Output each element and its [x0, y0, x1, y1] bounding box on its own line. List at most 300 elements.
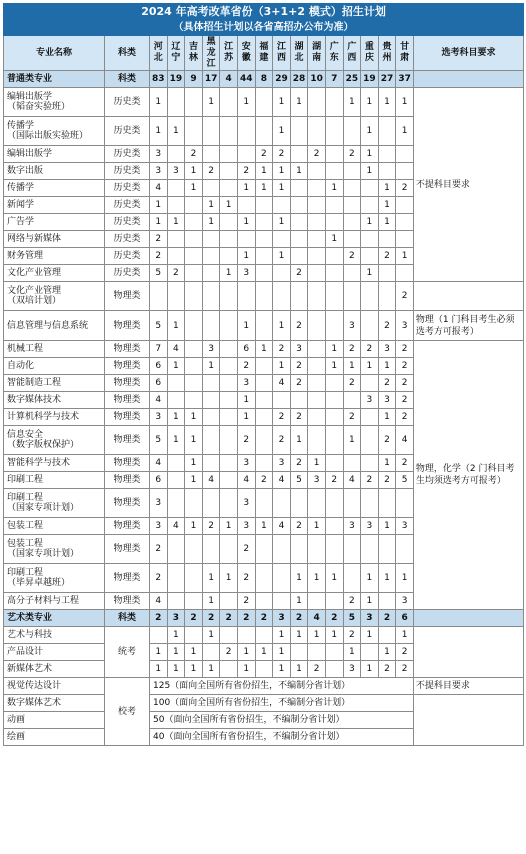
count-cell: 2 [308, 661, 326, 678]
count-cell [343, 455, 361, 472]
count-cell [325, 146, 343, 163]
count-cell: 1 [185, 644, 203, 661]
count-cell [361, 197, 379, 214]
total-cell: 6 [396, 610, 414, 627]
count-cell: 6 [150, 472, 168, 489]
count-cell: 2 [343, 146, 361, 163]
header-province: 广 东 [325, 36, 343, 71]
count-cell: 2 [378, 248, 396, 265]
count-cell [378, 146, 396, 163]
count-cell [185, 282, 203, 311]
count-cell [220, 358, 238, 375]
count-cell [308, 117, 326, 146]
category-cell: 物理类 [105, 409, 150, 426]
total-cell: 3 [273, 610, 291, 627]
count-cell [343, 197, 361, 214]
count-cell: 2 [396, 375, 414, 392]
count-cell [378, 265, 396, 282]
count-cell: 1 [343, 358, 361, 375]
count-cell: 1 [185, 180, 203, 197]
category-cell: 历史类 [105, 88, 150, 117]
header-province: 福 建 [255, 36, 273, 71]
count-cell [325, 426, 343, 455]
count-cell [255, 311, 273, 341]
count-cell [290, 535, 308, 564]
count-cell [308, 489, 326, 518]
major-name: 编辑出版学 （韬奋实验班） [4, 88, 105, 117]
count-cell [273, 535, 291, 564]
table-row [4, 678, 524, 695]
total-cell: 29 [273, 71, 291, 88]
count-cell: 1 [167, 358, 185, 375]
total-cell: 19 [167, 71, 185, 88]
count-cell: 1 [202, 88, 220, 117]
count-cell [378, 489, 396, 518]
count-cell: 3 [150, 409, 168, 426]
total-cell: 27 [378, 71, 396, 88]
category-cell: 物理类 [105, 426, 150, 455]
header-province: 湖 南 [308, 36, 326, 71]
count-cell [361, 489, 379, 518]
total-cell: 28 [290, 71, 308, 88]
count-cell [185, 375, 203, 392]
count-cell [220, 88, 238, 117]
count-cell: 1 [378, 197, 396, 214]
major-name: 高分子材料与工程 [4, 593, 105, 610]
count-cell [325, 214, 343, 231]
exam-type-unified: 统考 [105, 627, 150, 678]
count-cell [255, 88, 273, 117]
count-cell [202, 426, 220, 455]
count-cell: 5 [290, 472, 308, 489]
count-cell [308, 311, 326, 341]
count-cell: 2 [378, 375, 396, 392]
major-name: 机械工程 [4, 341, 105, 358]
count-cell: 1 [273, 358, 291, 375]
count-cell: 1 [361, 163, 379, 180]
requirement-empty [413, 695, 523, 746]
major-name: 数字媒体技术 [4, 392, 105, 409]
count-cell [290, 214, 308, 231]
major-name: 智能制造工程 [4, 375, 105, 392]
count-cell: 2 [237, 535, 255, 564]
header-province: 广 西 [343, 36, 361, 71]
header-category: 科类 [105, 36, 150, 71]
count-cell [255, 535, 273, 564]
category-cell: 物理类 [105, 282, 150, 311]
count-cell: 1 [273, 214, 291, 231]
count-cell: 2 [255, 472, 273, 489]
header-province: 湖 北 [290, 36, 308, 71]
count-cell: 2 [290, 311, 308, 341]
total-cell: 2 [220, 610, 238, 627]
count-cell: 1 [202, 564, 220, 593]
count-cell: 1 [273, 627, 291, 644]
count-cell [343, 392, 361, 409]
count-cell [343, 265, 361, 282]
count-cell [220, 214, 238, 231]
count-cell: 1 [167, 311, 185, 341]
total-cell: 2 [150, 610, 168, 627]
count-cell: 2 [202, 163, 220, 180]
count-cell: 1 [202, 661, 220, 678]
count-cell: 2 [290, 455, 308, 472]
count-cell: 2 [150, 248, 168, 265]
count-cell: 3 [396, 518, 414, 535]
count-cell: 2 [290, 358, 308, 375]
count-cell: 1 [185, 661, 203, 678]
count-cell [308, 282, 326, 311]
count-cell [220, 426, 238, 455]
count-cell: 2 [396, 341, 414, 358]
count-cell: 3 [150, 146, 168, 163]
count-cell [185, 489, 203, 518]
count-cell: 1 [378, 358, 396, 375]
count-cell: 4 [150, 392, 168, 409]
count-cell: 4 [150, 180, 168, 197]
national-plan-text: 125（面向全国所有省份招生，不编制分省计划） [150, 678, 414, 695]
count-cell: 1 [237, 88, 255, 117]
count-cell [308, 593, 326, 610]
count-cell: 3 [361, 518, 379, 535]
count-cell: 5 [396, 472, 414, 489]
count-cell: 2 [396, 409, 414, 426]
count-cell: 2 [343, 248, 361, 265]
count-cell: 3 [150, 518, 168, 535]
count-cell [255, 661, 273, 678]
count-cell: 1 [343, 426, 361, 455]
count-cell: 4 [237, 472, 255, 489]
total-cell: 5 [343, 610, 361, 627]
major-name: 印刷工程 （毕昇卓越班） [4, 564, 105, 593]
count-cell: 1 [202, 214, 220, 231]
count-cell: 1 [290, 564, 308, 593]
count-cell [325, 661, 343, 678]
table-title: 2024 年高考改革省份（3+1+2 模式）招生计划 [4, 4, 524, 21]
count-cell: 3 [343, 311, 361, 341]
count-cell [325, 489, 343, 518]
count-cell [325, 117, 343, 146]
count-cell [202, 248, 220, 265]
count-cell [202, 231, 220, 248]
count-cell [202, 392, 220, 409]
count-cell [325, 455, 343, 472]
count-cell: 1 [255, 180, 273, 197]
count-cell [167, 231, 185, 248]
count-cell [343, 535, 361, 564]
total-cell: 25 [343, 71, 361, 88]
count-cell [308, 88, 326, 117]
requirement-note: 不提科目要求 [413, 678, 523, 695]
count-cell [255, 455, 273, 472]
count-cell: 1 [150, 644, 168, 661]
count-cell: 1 [325, 180, 343, 197]
category-cell: 历史类 [105, 197, 150, 214]
total-cell: 2 [290, 610, 308, 627]
count-cell [220, 489, 238, 518]
count-cell [202, 117, 220, 146]
count-cell [220, 627, 238, 644]
count-cell [325, 163, 343, 180]
count-cell: 5 [150, 265, 168, 282]
count-cell: 1 [361, 358, 379, 375]
count-cell: 1 [185, 455, 203, 472]
header-province: 河 北 [150, 36, 168, 71]
count-cell: 3 [150, 489, 168, 518]
major-name: 新媒体艺术 [4, 661, 105, 678]
national-plan-text: 100（面向全国所有省份招生，不编制分省计划） [150, 695, 414, 712]
major-name: 传播学 （国际出版实验班） [4, 117, 105, 146]
count-cell: 1 [396, 627, 414, 644]
category-cell: 历史类 [105, 265, 150, 282]
category-cell: 物理类 [105, 375, 150, 392]
count-cell: 1 [361, 214, 379, 231]
count-cell [167, 248, 185, 265]
count-cell: 2 [273, 146, 291, 163]
count-cell: 1 [273, 248, 291, 265]
count-cell: 2 [150, 564, 168, 593]
count-cell [167, 564, 185, 593]
count-cell [396, 146, 414, 163]
count-cell [185, 311, 203, 341]
count-cell: 1 [202, 358, 220, 375]
count-cell [325, 644, 343, 661]
count-cell [237, 282, 255, 311]
count-cell: 1 [378, 409, 396, 426]
category-cell: 历史类 [105, 146, 150, 163]
count-cell [396, 535, 414, 564]
count-cell: 2 [290, 518, 308, 535]
count-cell [290, 146, 308, 163]
count-cell: 2 [237, 593, 255, 610]
category-cell: 物理类 [105, 455, 150, 472]
count-cell: 5 [150, 311, 168, 341]
count-cell: 1 [237, 644, 255, 661]
count-cell: 2 [378, 311, 396, 341]
count-cell [361, 455, 379, 472]
count-cell [185, 627, 203, 644]
major-name: 视觉传达设计 [4, 678, 105, 695]
count-cell [361, 535, 379, 564]
count-cell [185, 197, 203, 214]
count-cell [150, 627, 168, 644]
count-cell [308, 644, 326, 661]
count-cell [273, 231, 291, 248]
exam-type-school: 校考 [105, 678, 150, 746]
count-cell [308, 392, 326, 409]
count-cell [325, 535, 343, 564]
national-plan-text: 40（面向全国所有省份招生，不编制分省计划） [150, 729, 414, 746]
count-cell: 4 [150, 593, 168, 610]
count-cell [220, 409, 238, 426]
count-cell [255, 489, 273, 518]
major-name: 文化产业管理 （双培计划） [4, 282, 105, 311]
count-cell [325, 311, 343, 341]
total-cell: 2 [185, 610, 203, 627]
count-cell: 2 [237, 358, 255, 375]
count-cell [167, 375, 185, 392]
count-cell: 1 [308, 627, 326, 644]
count-cell: 1 [237, 180, 255, 197]
count-cell [220, 455, 238, 472]
count-cell [202, 375, 220, 392]
art-total-row [4, 610, 524, 627]
category-cell: 历史类 [105, 117, 150, 146]
category-cell: 物理类 [105, 564, 150, 593]
count-cell: 1 [290, 661, 308, 678]
count-cell: 1 [290, 593, 308, 610]
major-name: 产品设计 [4, 644, 105, 661]
major-name: 计算机科学与技术 [4, 409, 105, 426]
requirement-empty [413, 610, 523, 627]
requirement-note: 物理（1 门科目考生必须选考方可报考） [413, 311, 523, 341]
enrollment-plan-table [3, 3, 524, 746]
general-total-row [4, 71, 524, 88]
count-cell: 3 [237, 489, 255, 518]
count-cell: 2 [237, 426, 255, 455]
count-cell: 1 [202, 593, 220, 610]
count-cell [343, 117, 361, 146]
count-cell: 1 [273, 180, 291, 197]
count-cell [308, 180, 326, 197]
count-cell [343, 564, 361, 593]
count-cell: 2 [325, 472, 343, 489]
count-cell: 2 [273, 409, 291, 426]
count-cell: 1 [167, 627, 185, 644]
total-cell: 4 [220, 71, 238, 88]
count-cell: 1 [290, 163, 308, 180]
count-cell [308, 426, 326, 455]
major-name: 文化产业管理 [4, 265, 105, 282]
table-row [4, 311, 524, 341]
count-cell [290, 489, 308, 518]
count-cell [220, 392, 238, 409]
count-cell [185, 265, 203, 282]
count-cell: 1 [185, 472, 203, 489]
count-cell [361, 375, 379, 392]
major-name: 信息安全 （数字版权保护） [4, 426, 105, 455]
count-cell: 1 [167, 409, 185, 426]
count-cell [308, 265, 326, 282]
major-name: 印刷工程 （国家专项计划） [4, 489, 105, 518]
count-cell: 2 [343, 341, 361, 358]
count-cell [167, 88, 185, 117]
count-cell: 1 [308, 564, 326, 593]
count-cell: 1 [361, 593, 379, 610]
count-cell: 1 [167, 426, 185, 455]
count-cell [378, 163, 396, 180]
count-cell [343, 163, 361, 180]
count-cell: 1 [290, 426, 308, 455]
count-cell: 4 [150, 455, 168, 472]
count-cell [255, 231, 273, 248]
count-cell [220, 661, 238, 678]
count-cell [220, 180, 238, 197]
count-cell: 3 [237, 455, 255, 472]
total-cell: 83 [150, 71, 168, 88]
count-cell: 1 [237, 214, 255, 231]
count-cell: 2 [255, 146, 273, 163]
header-province: 黑 龙 江 [202, 36, 220, 71]
count-cell: 2 [361, 341, 379, 358]
count-cell: 2 [396, 661, 414, 678]
count-cell: 1 [361, 88, 379, 117]
total-cell: 7 [325, 71, 343, 88]
count-cell: 1 [325, 341, 343, 358]
section-label: 普通类专业 [4, 71, 105, 88]
count-cell [167, 535, 185, 564]
count-cell: 5 [150, 426, 168, 455]
category-cell: 物理类 [105, 358, 150, 375]
count-cell: 1 [167, 644, 185, 661]
major-name: 印刷工程 [4, 472, 105, 489]
major-name: 包装工程 [4, 518, 105, 535]
major-name: 编辑出版学 [4, 146, 105, 163]
count-cell: 2 [396, 392, 414, 409]
category-cell: 历史类 [105, 180, 150, 197]
count-cell: 1 [396, 88, 414, 117]
count-cell [220, 282, 238, 311]
count-cell [273, 265, 291, 282]
major-name: 财务管理 [4, 248, 105, 265]
count-cell [255, 409, 273, 426]
table-row [4, 88, 524, 117]
count-cell [167, 282, 185, 311]
count-cell: 3 [237, 375, 255, 392]
count-cell: 1 [273, 661, 291, 678]
count-cell: 3 [396, 311, 414, 341]
count-cell [378, 117, 396, 146]
category-cell: 物理类 [105, 472, 150, 489]
count-cell [255, 564, 273, 593]
count-cell: 2 [290, 409, 308, 426]
count-cell [308, 341, 326, 358]
count-cell [343, 180, 361, 197]
count-cell: 3 [290, 341, 308, 358]
count-cell [220, 341, 238, 358]
count-cell: 1 [378, 644, 396, 661]
category-cell: 物理类 [105, 518, 150, 535]
count-cell [361, 644, 379, 661]
count-cell: 2 [220, 644, 238, 661]
count-cell: 1 [273, 88, 291, 117]
total-cell: 17 [202, 71, 220, 88]
count-cell [343, 489, 361, 518]
count-cell [167, 146, 185, 163]
count-cell [167, 455, 185, 472]
total-cell: 37 [396, 71, 414, 88]
count-cell: 2 [290, 375, 308, 392]
count-cell [325, 265, 343, 282]
count-cell [325, 282, 343, 311]
total-cell: 19 [361, 71, 379, 88]
major-name: 包装工程 （国家专项计划） [4, 535, 105, 564]
category-cell: 历史类 [105, 214, 150, 231]
count-cell [202, 409, 220, 426]
count-cell: 2 [396, 455, 414, 472]
count-cell: 2 [396, 180, 414, 197]
count-cell: 1 [396, 564, 414, 593]
count-cell [202, 489, 220, 518]
count-cell: 3 [308, 472, 326, 489]
count-cell [237, 117, 255, 146]
count-cell: 4 [343, 472, 361, 489]
count-cell: 3 [396, 593, 414, 610]
subtitle-row [4, 21, 524, 36]
count-cell: 1 [378, 88, 396, 117]
count-cell [220, 375, 238, 392]
count-cell: 2 [378, 426, 396, 455]
